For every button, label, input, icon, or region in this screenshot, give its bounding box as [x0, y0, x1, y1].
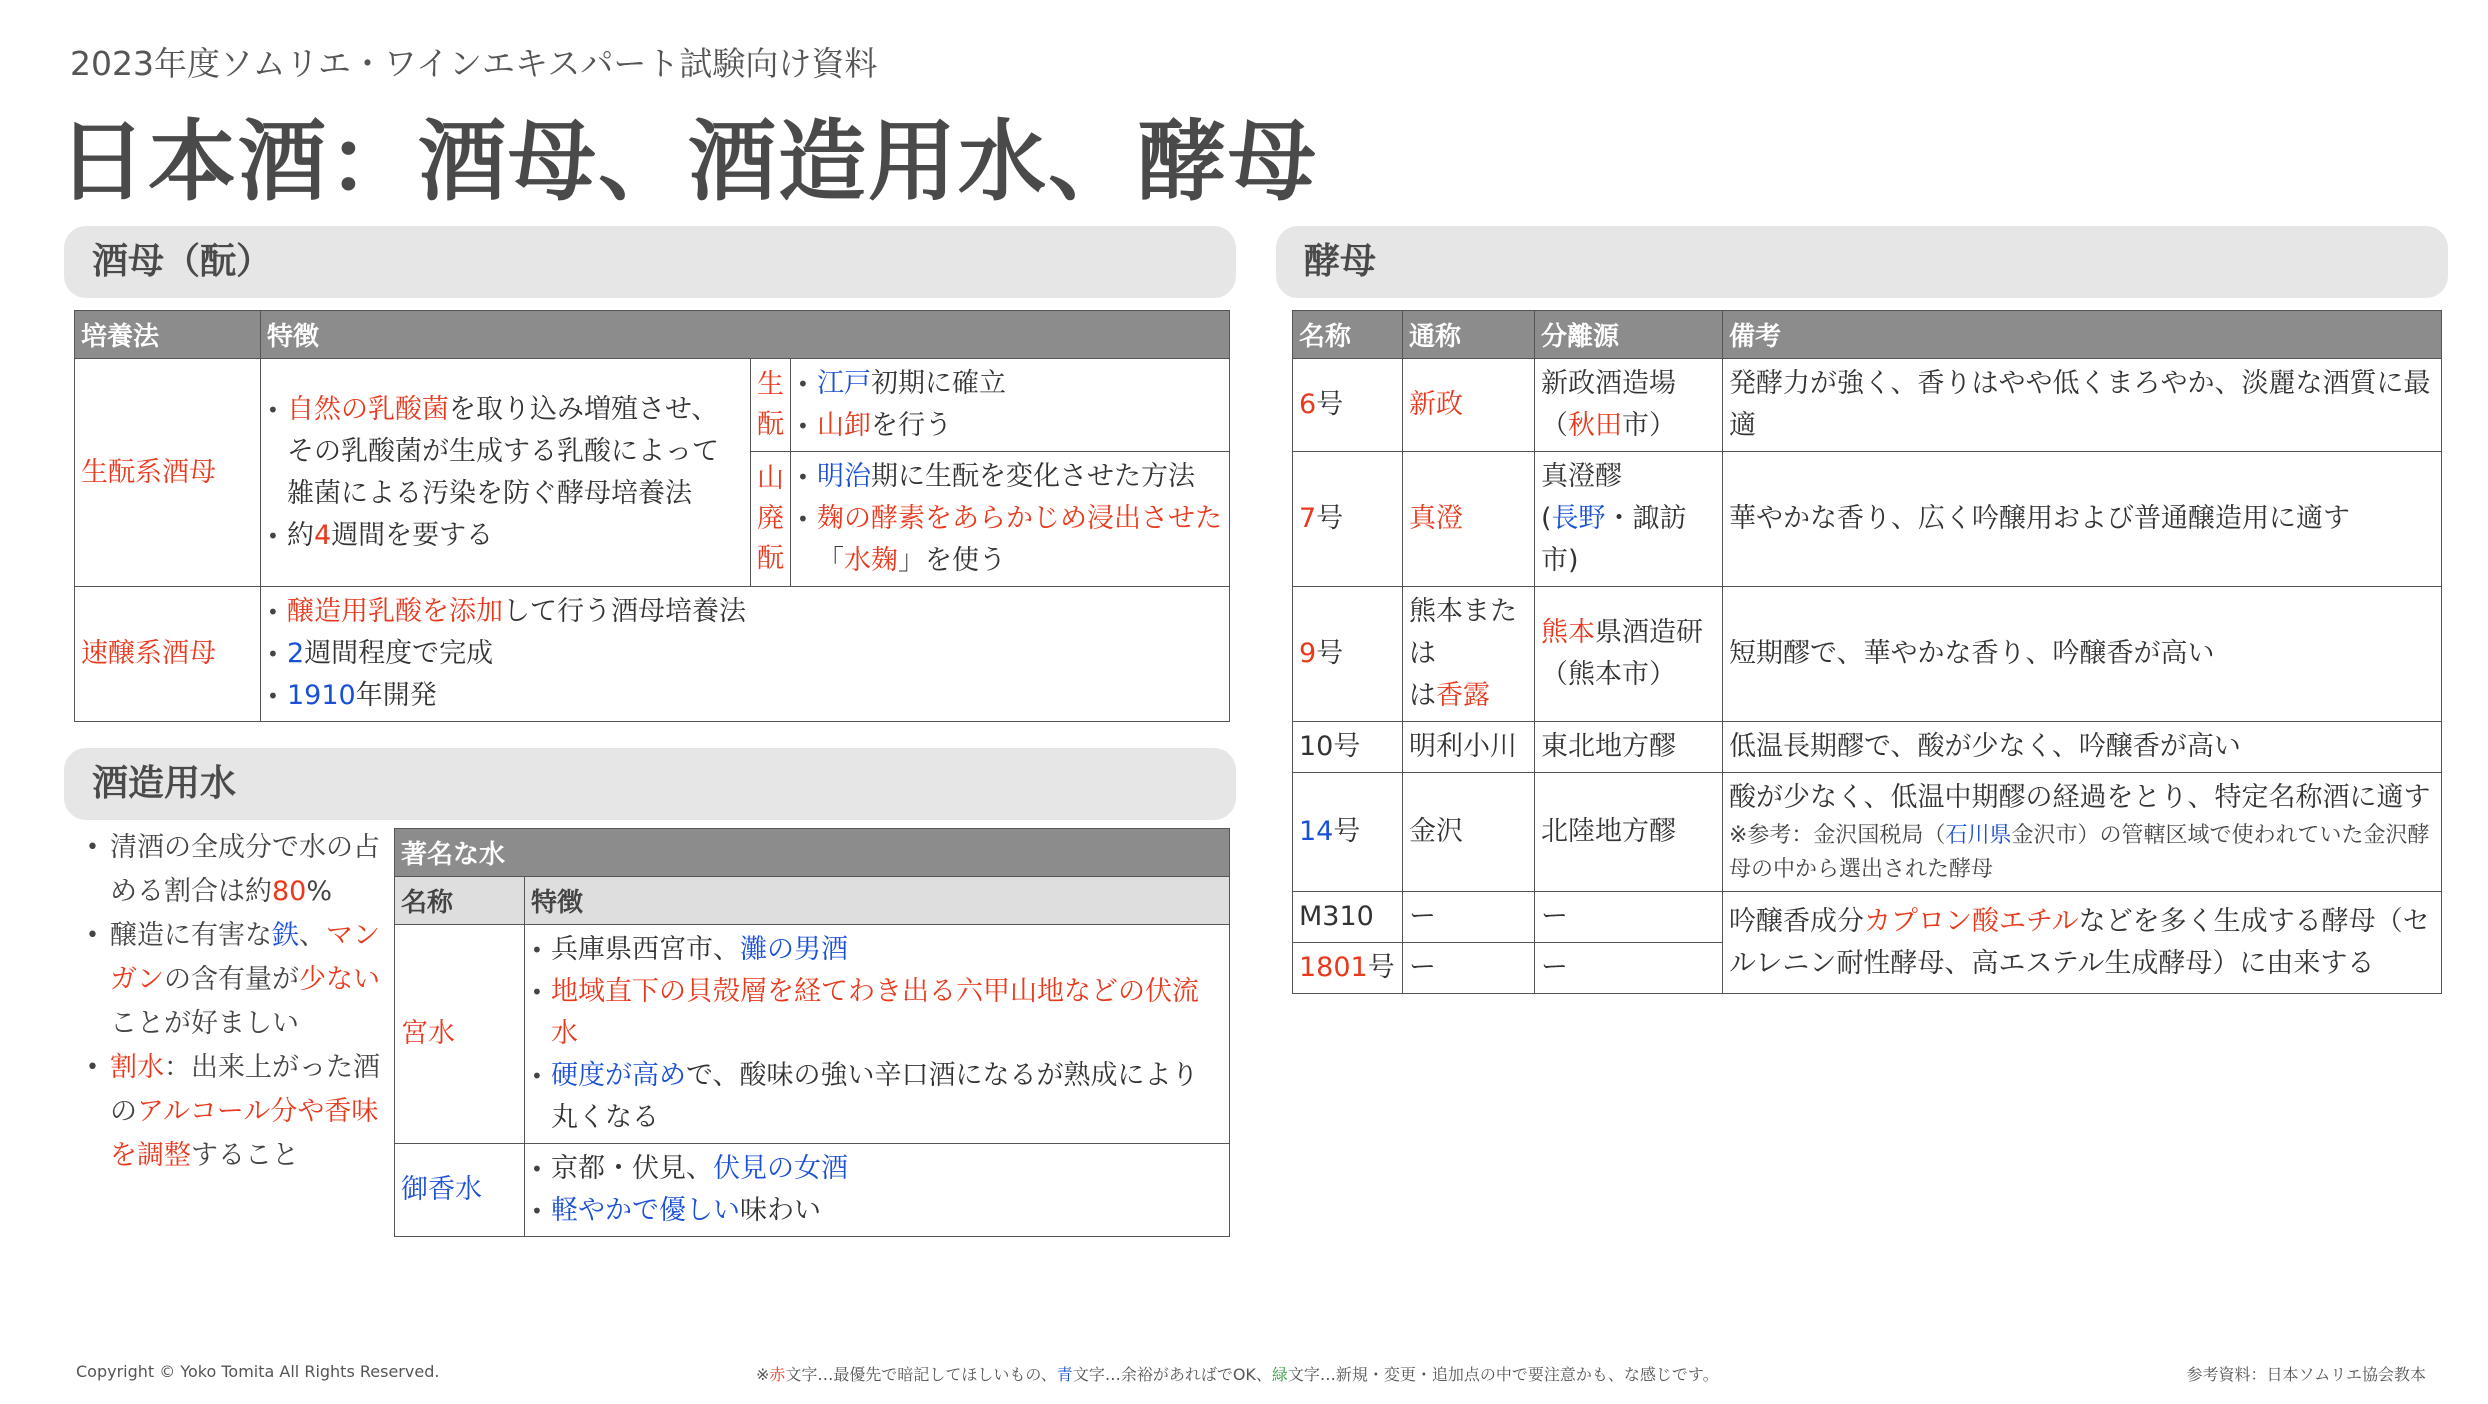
yeast-col-name: 名称	[1293, 311, 1403, 359]
yeast-name: M310	[1293, 892, 1403, 943]
shubo-table	[74, 310, 1230, 722]
yeast-note: 酸が少なく、低温中期醪の経過をとり、特定名称酒に適す ※参考：金沢国税局（石川県金沢市）の管轄区域で使われていた金沢酵母の中から選出された酵母	[1723, 773, 2442, 892]
yeast-alias: 明利小川	[1403, 722, 1535, 773]
water-col-feature: 特徴	[525, 877, 1230, 925]
yeast-source: 真澄醪 (長野・諏訪市)	[1535, 452, 1723, 587]
yeast-note-shared: 吟醸香成分カプロン酸エチルなどを多く生成する酵母（セルレニン耐性酵母、高エステル生成酵母）に由来する	[1723, 892, 2442, 994]
yeast-name: 7号	[1293, 452, 1403, 587]
water-miyamizu: 宮水	[395, 925, 525, 1144]
water-bullet-2: • 醸造に有害な鉄、マンガンの含有量が少ないことが好ましい	[84, 914, 384, 1046]
yeast-alias: 新政	[1403, 359, 1535, 452]
water-bullets	[84, 826, 384, 1178]
yeast-note: 短期醪で、華やかな香り、吟醸香が高い	[1723, 587, 2442, 722]
color-legend: ※赤文字…最優先で暗記してほしいもの、青文字…余裕があればでOK、緑文字…新規・変更・追加点の中で要注意かも、な感じです。	[756, 1365, 1719, 1384]
yeast-col-note: 備考	[1723, 311, 2442, 359]
yeast-name: 6号	[1293, 359, 1403, 452]
reference: 参考資料：日本ソムリエ協会教本	[2186, 1365, 2426, 1384]
yeast-col-source: 分離源	[1535, 311, 1723, 359]
yeast-alias: 熊本または は香露	[1403, 587, 1535, 722]
table-row	[1293, 892, 2442, 943]
water-bullet-3: • 割水：出来上がった酒のアルコール分や香味を調整すること	[84, 1046, 384, 1178]
yeast-source: 東北地方醪	[1535, 722, 1723, 773]
yeast-table	[1292, 310, 2442, 994]
yeast-source: 新政酒造場 （秋田市）	[1535, 359, 1723, 452]
sub-yamahai-detail: • 明治期に生酛を変化させた方法 • 麹の酵素をあらかじめ浸出させた 「水麹」を使う	[791, 452, 1230, 587]
copyright: Copyright © Yoko Tomita All Rights Reserved.	[76, 1362, 440, 1381]
yeast-alias: ー	[1403, 943, 1535, 994]
water-gokosui: 御香水	[395, 1144, 525, 1237]
sokujo-description: • 醸造用乳酸を添加して行う酒母培養法 • 2週間程度で完成 • 1910年開発	[261, 587, 1230, 722]
yeast-name: 1801号	[1293, 943, 1403, 994]
yeast-source: ー	[1535, 892, 1723, 943]
yeast-note: 低温長期醪で、酸が少なく、吟醸香が高い	[1723, 722, 2442, 773]
section-header-shubo: 酒母（酛）	[64, 226, 1236, 298]
sub-kimoto: 生酛	[751, 359, 791, 452]
page-title: 日本酒：酒母、酒造用水、酵母	[58, 110, 1319, 213]
table-row	[1293, 722, 2442, 773]
method-sokujo: 速醸系酒母	[75, 587, 261, 722]
page-subtitle: 2023年度ソムリエ・ワインエキスパート試験向け資料	[70, 44, 878, 83]
yeast-name: 10号	[1293, 722, 1403, 773]
table-row	[1293, 359, 2442, 452]
yeast-name: 14号	[1293, 773, 1403, 892]
yeast-name: 9号	[1293, 587, 1403, 722]
water-table-title: 著名な水	[395, 829, 1230, 877]
sub-yamahai: 山廃酛	[751, 452, 791, 587]
sub-kimoto-detail: • 江戸初期に確立 • 山卸を行う	[791, 359, 1230, 452]
water-bullet-1: • 清酒の全成分で水の占める割合は約80%	[84, 826, 384, 914]
col-method: 培養法	[75, 311, 261, 359]
section-header-yeast: 酵母	[1276, 226, 2448, 298]
yeast-alias: 金沢	[1403, 773, 1535, 892]
yeast-col-alias: 通称	[1403, 311, 1535, 359]
col-feature: 特徴	[261, 311, 1230, 359]
table-row	[1293, 773, 2442, 892]
water-miyamizu-detail: • 兵庫県西宮市、灘の男酒 • 地域直下の貝殻層を経てわき出る六甲山地などの伏流水 • 硬度が高めで、酸味の強い辛口酒になるが熟成により丸くなる	[525, 925, 1230, 1144]
kimoto-description: • 自然の乳酸菌を取り込み増殖させ、その乳酸菌が生成する乳酸によって雑菌による汚染を防ぐ酵母培養法 • 約4週間を要する	[261, 359, 751, 587]
yeast-alias: ー	[1403, 892, 1535, 943]
water-col-name: 名称	[395, 877, 525, 925]
table-row	[1293, 587, 2442, 722]
yeast-note: 華やかな香り、広く吟醸用および普通醸造用に適す	[1723, 452, 2442, 587]
yeast-note: 発酵力が強く、香りはやや低くまろやか、淡麗な酒質に最適	[1723, 359, 2442, 452]
yeast-source: 熊本県酒造研 （熊本市）	[1535, 587, 1723, 722]
table-row	[1293, 452, 2442, 587]
yeast-source: ー	[1535, 943, 1723, 994]
section-header-water: 酒造用水	[64, 748, 1236, 820]
water-table	[394, 828, 1230, 1237]
yeast-alias: 真澄	[1403, 452, 1535, 587]
water-gokosui-detail: • 京都・伏見、伏見の女酒 • 軽やかで優しい味わい	[525, 1144, 1230, 1237]
yeast-source: 北陸地方醪	[1535, 773, 1723, 892]
method-kimoto: 生酛系酒母	[75, 359, 261, 587]
